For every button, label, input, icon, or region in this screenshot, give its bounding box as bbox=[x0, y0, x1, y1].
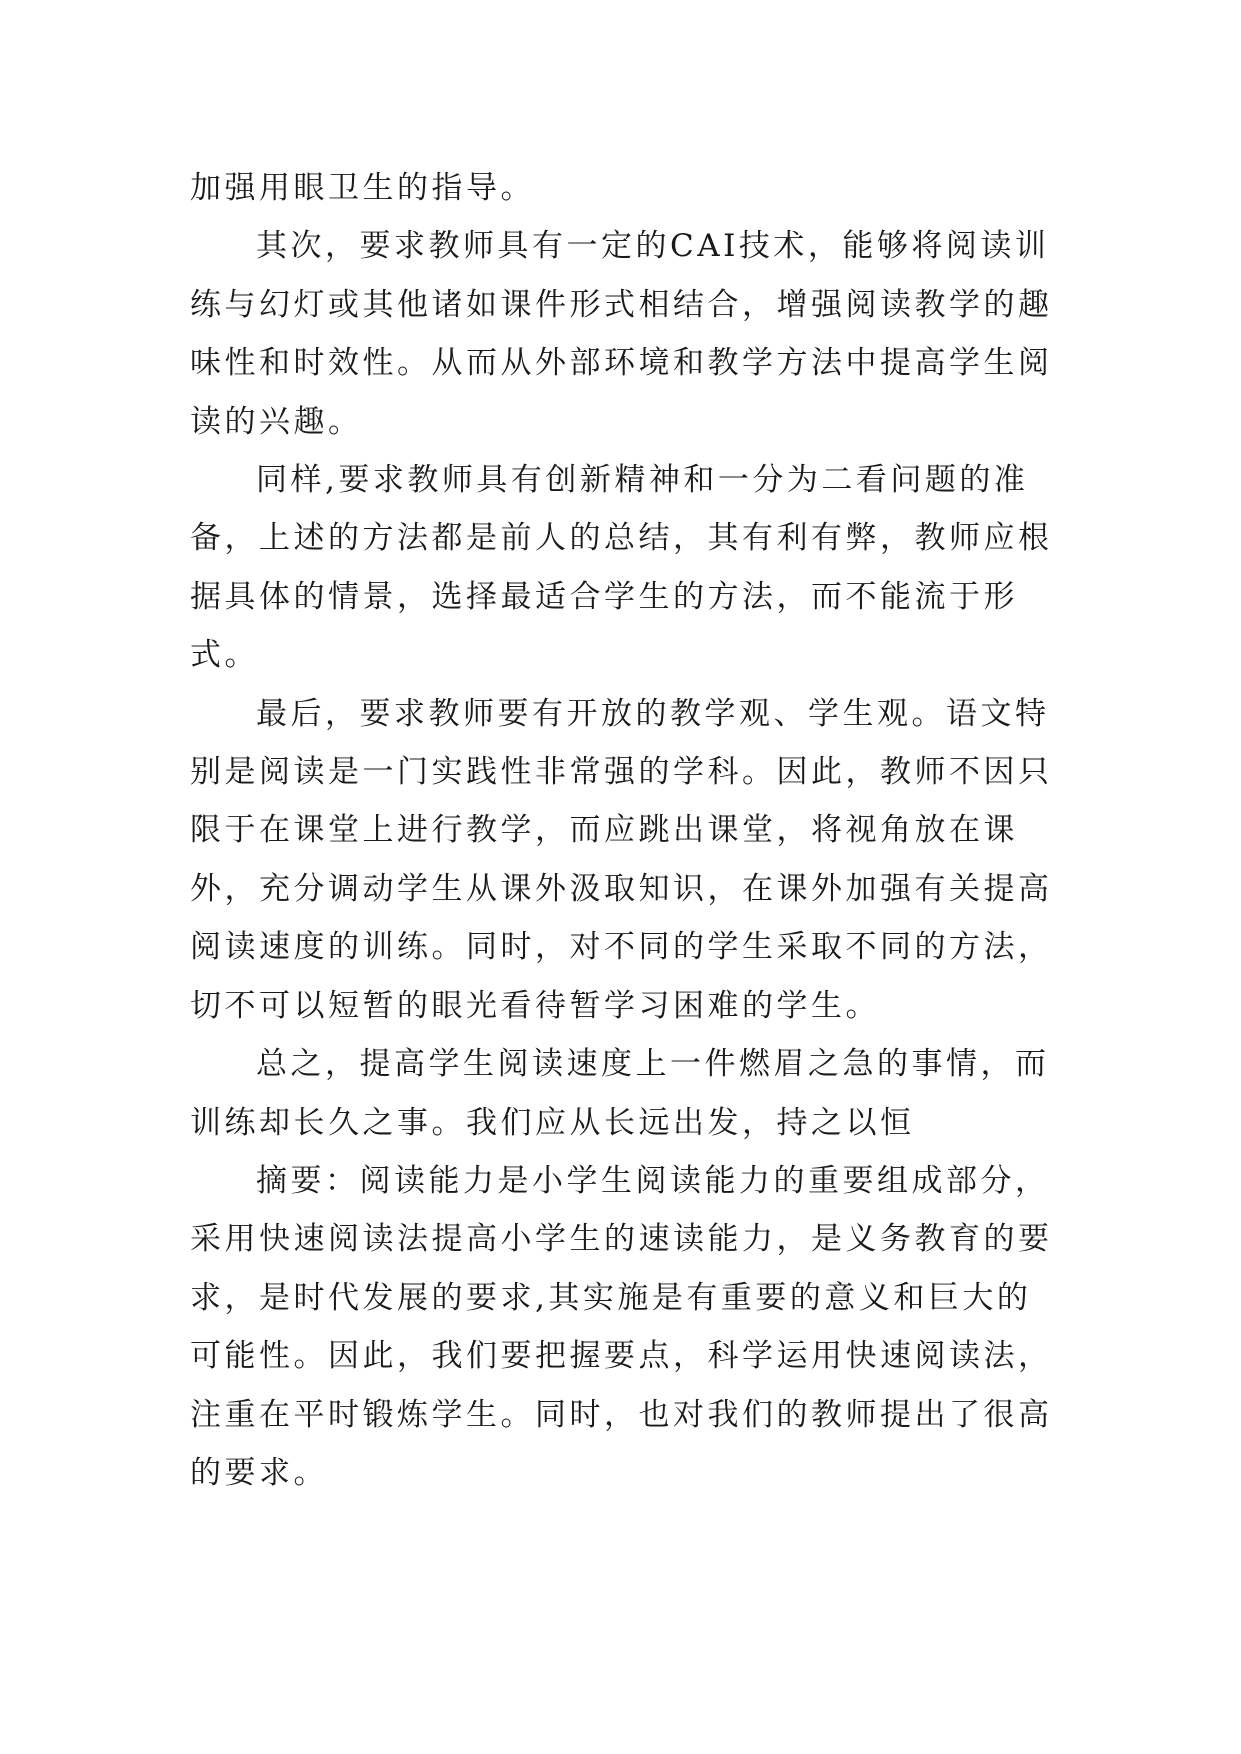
paragraph-abstract: 摘要：阅读能力是小学生阅读能力的重要组成部分，采用快速阅读法提高小学生的速读能力，是义务教育的要求，是时代发展的要求,其实施是有重要的意义和巨大的可能性。因此，我们要把握要点，科学运用快速阅读法，注重在平时锻炼学生。同时，也对我们的教师提出了很高的要求。 bbox=[190, 1162, 1053, 1491]
paragraph-conclusion: 总之，提高学生阅读速度上一件燃眉之急的事情，而训练却长久之事。我们应从长远出发，持之以恒 bbox=[190, 1046, 1050, 1141]
document-page bbox=[190, 159, 1060, 1502]
paragraph-cai-technology: 其次，要求教师具有一定的CAI技术，能够将阅读训练与幻灯或其他诸如课件形式相结合，增强阅读教学的趣味性和时效性。从而从外部环境和教学方法中提高学生阅读的兴趣。 bbox=[190, 228, 1053, 440]
paragraph-continuation: 加强用眼卫生的指导。 bbox=[190, 170, 535, 206]
paragraph-innovation: 同样,要求教师具有创新精神和一分为二看问题的准备，上述的方法都是前人的总结，其有利有弊，教师应根据具体的情景，选择最适合学生的方法，而不能流于形式。 bbox=[190, 462, 1053, 674]
paragraph-open-teaching: 最后，要求教师要有开放的教学观、学生观。语文特别是阅读是一门实践性非常强的学科。因此，教师不因只限于在课堂上进行教学，而应跳出课堂，将视角放在课外，充分调动学生从课外汲取知识，在课外加强有关提高阅读速度的训练。同时，对不同的学生采取不同的方法，切不可以短暂的眼光看待暂学习困难的学生。 bbox=[190, 695, 1053, 1024]
